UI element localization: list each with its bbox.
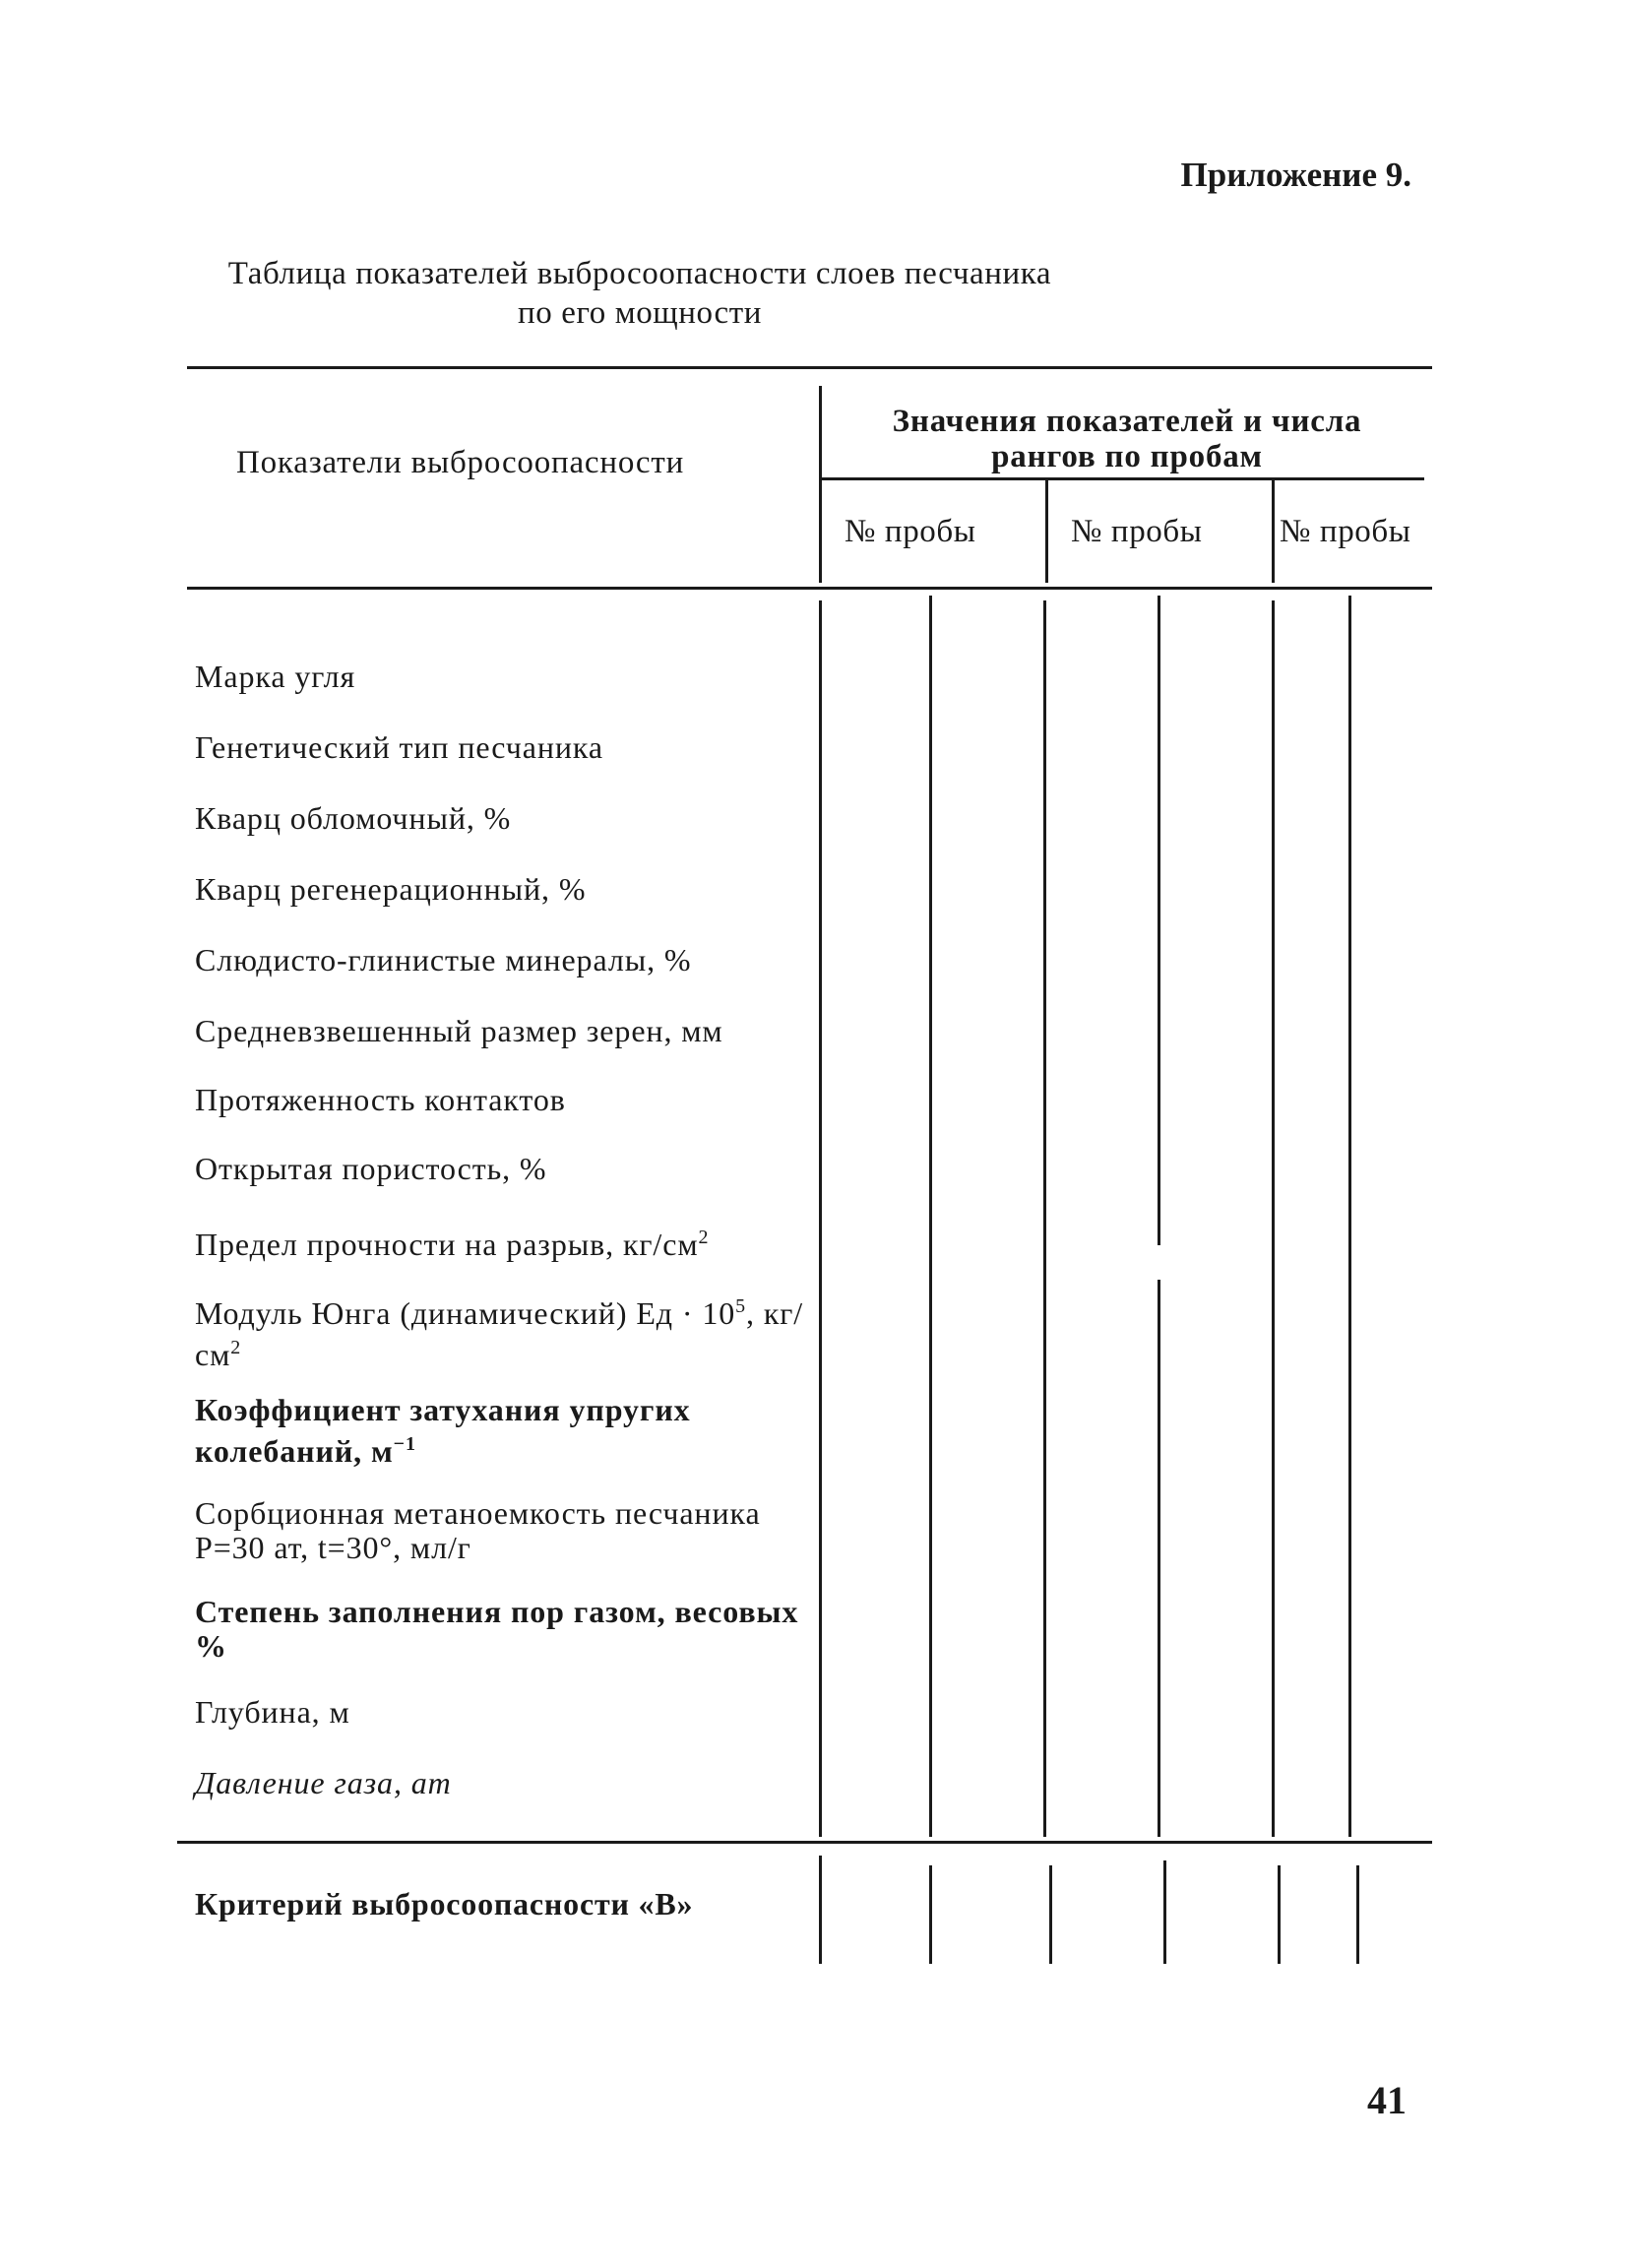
row-tensile-strength: Предел прочности на разрыв, $кг/см^2$ [195,1227,710,1262]
header-divider-2 [1045,480,1048,583]
row-young-modulus: Модуль Юнга (динамический) Ед · $10^5$, $кг/см^2$ [195,1295,804,1372]
row-grain-size: Средневзвешенный размер зерен, мм [195,1013,723,1048]
header-values-rule [822,477,1424,480]
header-values-line2: рангов по пробам [991,439,1263,474]
body-col-line-6 [1348,596,1351,1837]
row-coal-grade: Марка угля [195,659,356,694]
body-col-line-5 [1272,600,1275,1837]
row-pore-fill: Степень заполнения пор газом, весовых % [195,1594,799,1664]
body-col-line-4 [1158,596,1160,1245]
row-quartz-clastic: Кварц обломочный, % [195,800,512,836]
row-sorption: Сорбционная метаноемкость песчаника P=30 ат, t=30°, мл/г [195,1495,761,1565]
row-damping: Коэффициент затухания упругих колебаний, $м^{-1}$ [195,1392,691,1469]
crit-col-line-6 [1356,1865,1359,1964]
table-body-bottom-rule [177,1841,1432,1844]
sample-label-3: № пробы [1280,514,1411,549]
table-title-line1: Таблица показателей выбросоопасности слоев песчаника [227,256,1052,291]
body-col-line-2 [929,596,932,1837]
table-title-line2: по его мощности [517,295,763,331]
row-quartz-regen: Кварц регенерационный, % [195,871,587,907]
sample-label-1: № пробы [845,514,976,549]
young-unit-superscript: 2 [230,1337,242,1358]
crit-col-line-2 [929,1865,932,1964]
row-porosity: Открытая пористость, % [195,1151,547,1186]
header-indicators: Показатели выбросоопасности [236,445,685,480]
row-mica-clay: Слюдисто-глинистые минералы, % [195,942,692,977]
row-genetic-type: Генетический тип песчаника [195,729,603,765]
young-power-superscript: 5 [735,1295,747,1317]
row-depth: Глубина, м [195,1694,350,1730]
body-col-line-1 [819,600,822,1837]
row-criterion: Критерий выбросоопасности «В» [195,1886,694,1922]
crit-col-line-1 [819,1856,822,1964]
crit-col-line-3 [1049,1865,1052,1964]
strength-superscript: 2 [698,1227,710,1248]
header-divider-3 [1272,480,1275,583]
damping-superscript: −1 [393,1433,416,1455]
table-top-rule [187,366,1432,369]
row-contacts: Протяженность контактов [195,1082,566,1117]
header-bottom-rule [187,587,1432,590]
crit-col-line-4 [1163,1860,1166,1964]
row-gas-pressure: Давление газа, ат [195,1765,452,1800]
sample-label-2: № пробы [1071,514,1203,549]
appendix-label: Приложение 9. [1180,156,1411,194]
body-col-line-4b [1158,1280,1160,1837]
page-number: 41 [1367,2078,1407,2122]
header-values-line1: Значения показателей и числа [892,404,1362,439]
body-col-line-3 [1043,600,1046,1837]
crit-col-line-5 [1278,1865,1281,1964]
